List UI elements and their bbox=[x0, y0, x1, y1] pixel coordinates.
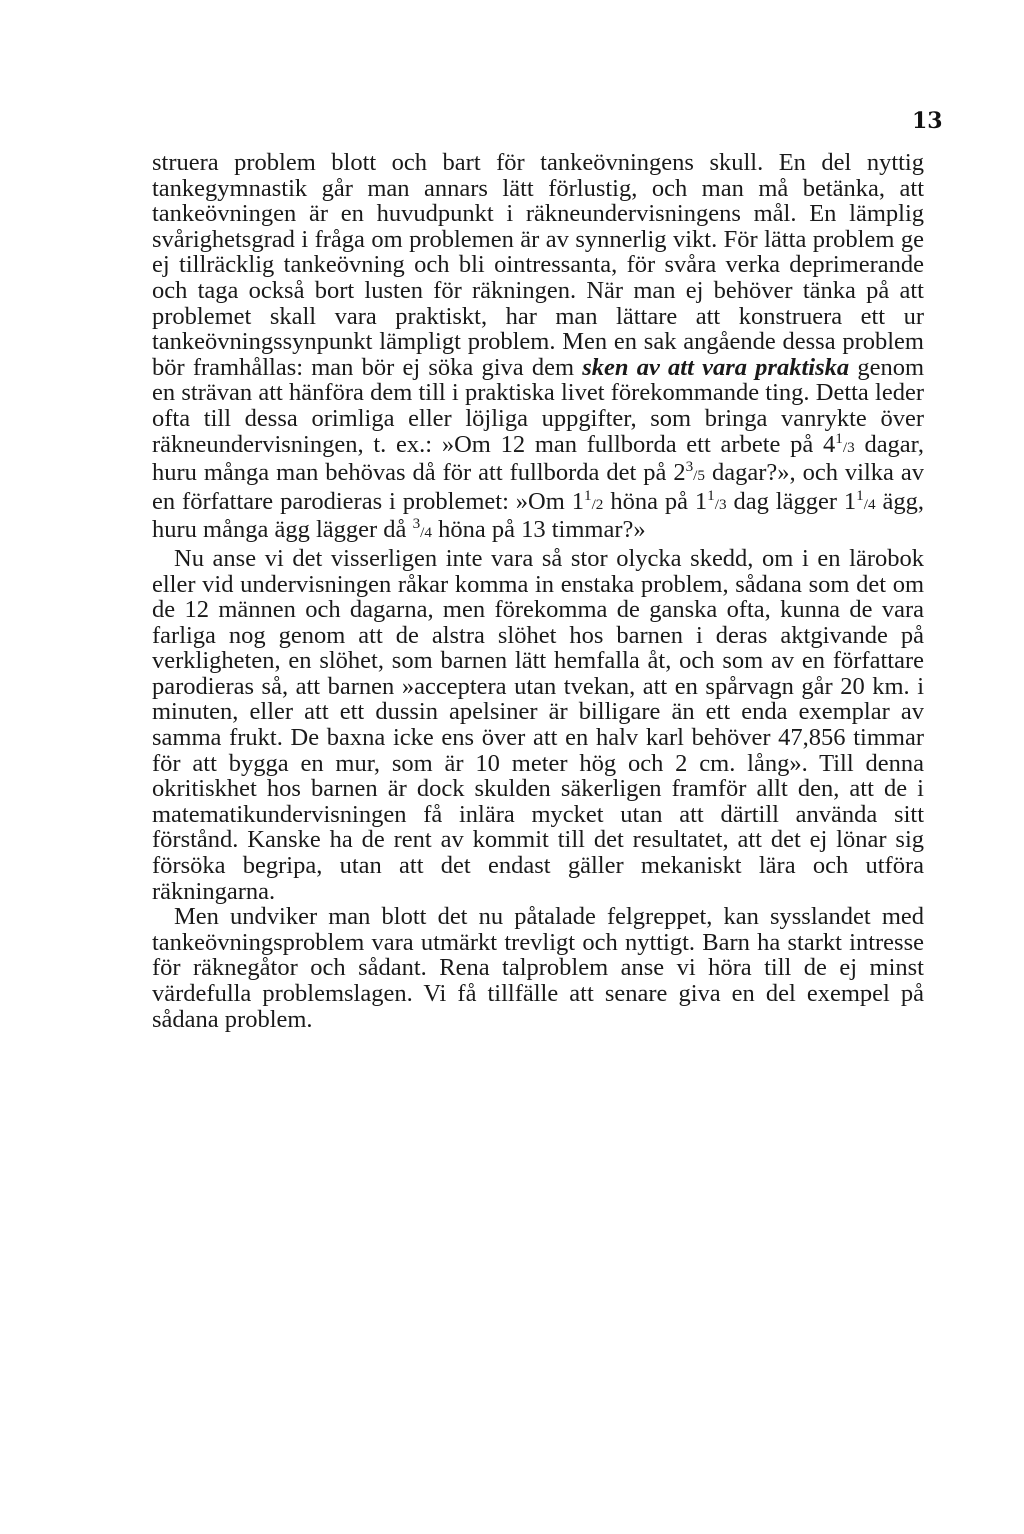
text-run: dagar?», och vilka av en författare parodieras i problemet: »Om 1 bbox=[152, 459, 924, 515]
fraction-numerator: 1 bbox=[583, 486, 592, 504]
fraction-numerator: 1 bbox=[856, 486, 864, 504]
page-number: 13 bbox=[912, 108, 943, 134]
paragraph: Men undviker man blott det nu påtalade felgreppet, kan sysslandet med tankeövningsproblem vara utmärkt trevligt och nyttigt. Barn ha starkt intresse för räknegåtor och sådant. Rena talproblem anse vi höra till de ej minst värdefulla problemslagen. Vi få tillfälle att senare giva en del exempel på sådana problem. bbox=[152, 903, 924, 1033]
text-run: dagar, huru många man behövas då för att fullborda det på 2 bbox=[152, 430, 924, 487]
fraction-numerator: 3 bbox=[685, 457, 694, 475]
fraction-denominator: /5 bbox=[693, 467, 705, 485]
fraction-denominator: /4 bbox=[863, 495, 876, 513]
fraction-denominator: /3 bbox=[842, 438, 855, 456]
paragraph: Nu anse vi det visserligen inte vara så stor olycka skedd, om i en lärobok eller vid undervisningen råkar komma in enstaka problem, sådana som det om de 12 männen och dagarna, men förekomma de ganska ofta, kunna de vara farliga nog genom att de alstra slöhet hos barnen i deras aktgivande på verkligheten, en slöhet, som barnen lätt hemfalla åt, och som av en författare parodieras så, att barnen »acceptera utan tvekan, att en spårvagn går 20 km. i minuten, eller att ett dussin apelsiner är billigare än ett enda exemplar av samma frukt. De baxna icke ens över att en halv karl behöver 47,856 timmar för att bygga en mur, som är 10 meter hög och 2 cm. lång». Till denna okritiskhet hos barnen är dock skulden säkerligen framför allt den, att de i matematikundervisningen få inlära mycket utan att därtill använda sitt förstånd. Kanske ha de rent av kommit till det resultatet, att det ej lönar sig försöka begripa, utan att det endast gäller mekaniskt lära och utföra räkningarna. bbox=[152, 544, 924, 905]
text-run: höna på 13 timmar?» bbox=[431, 516, 646, 544]
fraction-numerator: 1 bbox=[707, 486, 715, 504]
body-text bbox=[152, 150, 924, 1032]
text-run: genom en strävan att hänföra dem till i praktiska livet förekommande ting. Detta leder ofta till dessa orimliga eller löjliga uppgifter, som bringa vanrykte över räkneundervisningen, t. ex.: »Om 12 man fullborda ett arbete på 4 bbox=[152, 353, 925, 458]
text-run: höna på 1 bbox=[603, 487, 708, 515]
fraction-denominator: /3 bbox=[714, 495, 727, 513]
fraction-denominator: /4 bbox=[420, 524, 432, 542]
paragraph bbox=[152, 150, 924, 546]
italic-phrase: sken av att vara praktiska bbox=[582, 353, 850, 381]
fraction-denominator: /2 bbox=[591, 495, 604, 513]
fraction-numerator: 1 bbox=[835, 429, 843, 447]
text-run: struera problem blott och bart för tankeövningens skull. En del nyttig tankegymnastik går man annars lätt förlustig, och man må betänka, att tankeövningen är en huvudpunkt i räkneundervisningens mål. En lämplig svårighetsgrad i fråga om problemen är av synnerlig vikt. För lätta problem ge ej tillräcklig tankeövning och bli ointressanta, för svåra verka deprimerande och taga också bort lusten för räkningen. När man ej behöver tänka på att problemet skall vara praktiskt, har man lättare att konstruera ett ur tankeövningssynpunkt lämpligt problem. Men en sak angående dessa problem bör framhållas: man bör ej söka giva dem bbox=[152, 149, 924, 381]
fraction-numerator: 3 bbox=[412, 515, 421, 533]
text-run: dag lägger 1 bbox=[726, 487, 857, 515]
text-run: ägg, huru många ägg lägger då bbox=[152, 487, 925, 544]
